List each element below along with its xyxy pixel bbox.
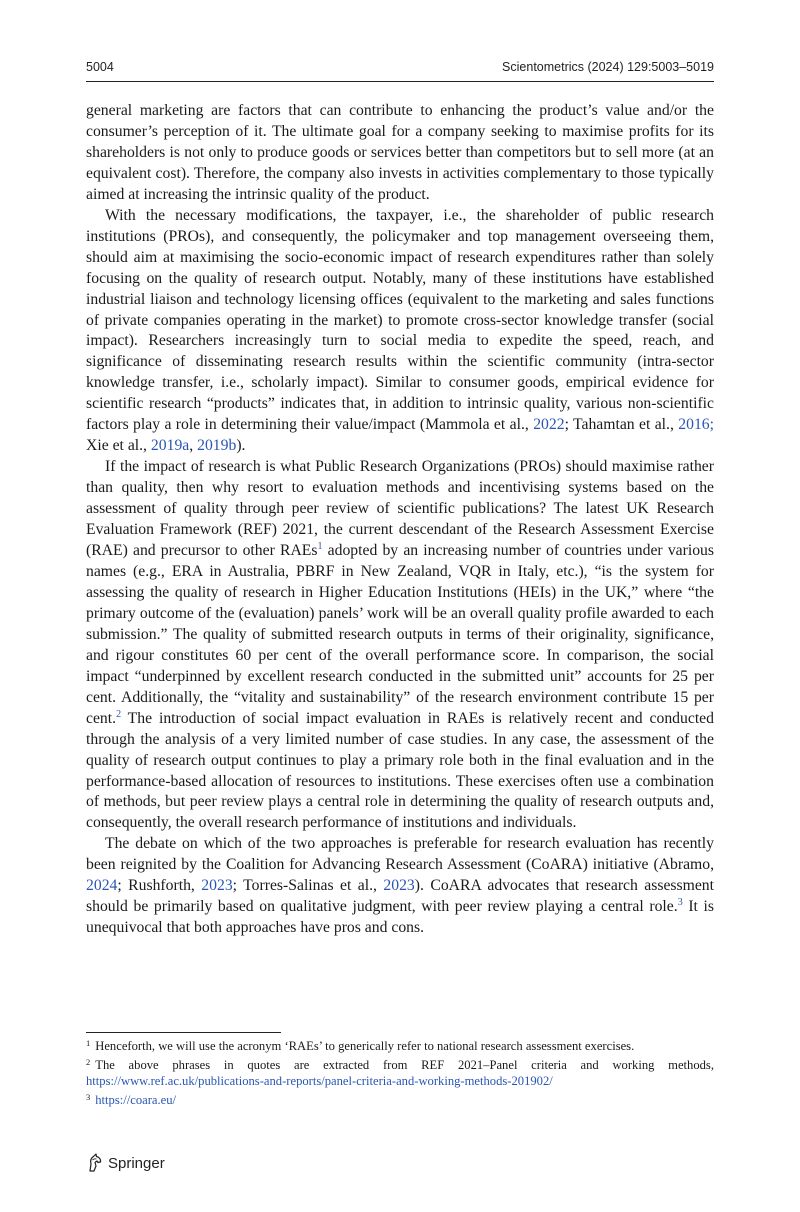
footnote-1-text: Henceforth, we will use the acronym ‘RAEs’ to generically refer to national research assessment exercises. [95, 1039, 635, 1053]
paragraph-2-text-e: ). [236, 437, 246, 455]
paragraph-2-text-b: ; Tahamtan et al., [564, 416, 679, 434]
citation-tahamtan-2016[interactable]: 2016; [678, 416, 714, 434]
footnote-3-number: 3 [86, 1091, 91, 1102]
paragraph-4-text-c: ; Torres-Salinas et al., [232, 877, 384, 895]
citation-abramo-2024[interactable]: 2024 [86, 877, 118, 895]
citation-rushforth-2023[interactable]: 2023 [201, 877, 233, 895]
footnote-ref-2[interactable]: 2 [116, 708, 122, 720]
paragraph-2-text-d: , [189, 437, 198, 455]
journal-citation: Scientometrics (2024) 129:5003–5019 [502, 60, 714, 74]
springer-horse-icon [86, 1153, 104, 1173]
publisher-name: Springer [108, 1154, 165, 1172]
footnote-2-link[interactable]: https://www.ref.ac.uk/publications-and-reports/panel-criteria-and-working-methods-201902/ [86, 1074, 553, 1088]
footnote-2-number: 2 [86, 1056, 91, 1067]
paragraph-4-text-d: ). CoARA advocates that research assessment should be primarily based on qualitative judgment, with peer review playing a central role. [86, 877, 715, 916]
footnote-ref-1[interactable]: 1 [317, 541, 323, 553]
footnote-2-text: The above phrases in quotes are extracted from REF 2021–Panel criteria and working methods, [95, 1057, 714, 1072]
paragraph-3 [86, 457, 714, 834]
footnote-divider [86, 1032, 281, 1033]
paragraph-2-text-c: Xie et al., [86, 437, 151, 455]
paragraph-1-text: general marketing are factors that can contribute to enhancing the product’s value and/or the consumer’s perception of it. The ultimate goal for a company seeking to maximise profits for its shareholders is not only to produce goods or services better than competitors but to sell more (at an equivalent cost). Therefore, the company also invests in activities complementary to those typically aimed at increasing the intrinsic quality of the product. [86, 102, 714, 203]
footnote-1-number: 1 [86, 1038, 91, 1048]
paragraph-3-text-b: adopted by an increasing number of countries under various names (e.g., ERA in Australia, PBRF in New Zealand, VQR in Italy, etc.), “is the system for assessing the quality of research in Higher Education Institutions (HEIs) in the UK,” where “the primary outcome of the (evaluation) panels’ work will be an overall quality profile awarded to each submission.” The quality of submitted research outputs in terms of their originality, significance, and rigour constitutes 60 per cent of the overall performance score. In comparison, the social impact “underpinned by excellent research conducted in the submitted unit” accounts for 25 per cent. Additionally, the “vitality and sustainability” of the research environment contribute 15 per cent. [86, 542, 714, 727]
paragraph-3-text-c: The introduction of social impact evaluation in RAEs is relatively recent and conducted through the analysis of a very limited number of case studies. In any case, the assessment of the quality of research output continues to play a primary role both in the final evaluation and in the performance-based allocation of resources to institutions. These exercises often use a combination of methods, but peer review plays a central role in determining the quality of research outputs and, consequently, the overall research performance of institutions and individuals. [86, 709, 714, 832]
citation-torres-salinas-2023[interactable]: 2023 [383, 877, 415, 895]
footnote-1 [86, 1038, 714, 1055]
footnote-2 [86, 1057, 714, 1090]
paragraph-3-text-a: If the impact of research is what Public Research Organizations (PROs) should maximise rather than quality, then why resort to evaluation methods and incentivising systems based on the assessment of quality through peer review of scientific publications? The latest UK Research Evaluation Framework (REF) 2021, the current descendant of the Research Assessment Exercise (RAE) and precursor to other RAEs [86, 458, 714, 560]
page-number: 5004 [86, 60, 114, 74]
header-divider [86, 81, 714, 82]
citation-mammola-2022[interactable]: 2022 [533, 416, 565, 434]
footnote-3 [86, 1092, 714, 1109]
paragraph-4-text-e: It is unequivocal that both approaches have pros and cons. [86, 898, 715, 937]
paragraph-4-text-b: ; Rushforth, [117, 877, 202, 895]
citation-xie-2019a[interactable]: 2019a [150, 437, 190, 455]
paragraph-2 [86, 206, 714, 457]
footnotes [86, 1038, 714, 1110]
main-text [86, 101, 714, 939]
paragraph-4-text-a: The debate on which of the two approaches is preferable for research evaluation has recently been reignited by the Coalition for Advancing Research Assessment (CoARA) initiative (Abramo, [86, 835, 714, 874]
paragraph-1 [86, 101, 714, 206]
footnote-3-link[interactable]: https://coara.eu/ [95, 1092, 177, 1107]
publisher-footer [86, 1153, 165, 1173]
paragraph-2-text-a: With the necessary modifications, the taxpayer, i.e., the shareholder of public research institutions (PROs), and consequently, the policymaker and top management overseeing them, should aim at maximising the socio-economic impact of research expenditures rather than solely focusing on the quality of research output. Notably, many of these institutions have established industrial liaison and technology licensing offices (equivalent to the marketing and sales functions of private companies operating in the market) to promote cross-sector knowledge transfer (social impact). Researchers increasingly turn to social media to expedite the speed, reach, and significance of disseminating research results within the scientific community (intra-sector knowledge transfer, i.e., scholarly impact). Similar to consumer goods, empirical evidence for scientific research “products” indicates that, in addition to intrinsic quality, various non-scientific factors play a role in determining their value/impact (Mammola et al., [86, 206, 714, 434]
citation-xie-2019b[interactable]: 2019b [197, 437, 237, 455]
running-header [86, 58, 714, 80]
footnote-ref-3[interactable]: 3 [677, 897, 683, 909]
paragraph-4 [86, 834, 714, 939]
